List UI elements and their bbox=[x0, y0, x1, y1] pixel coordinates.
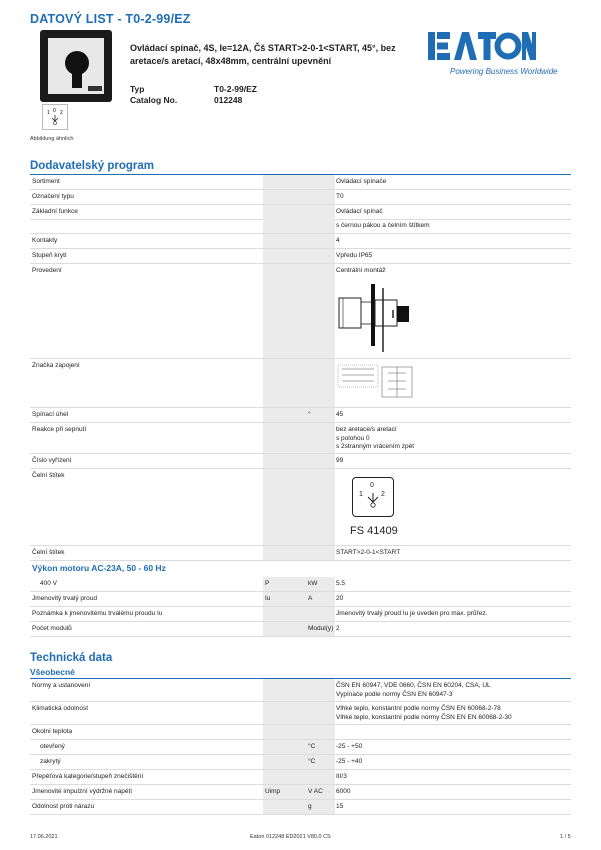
logo-tagline: Powering Business Worldwide bbox=[450, 67, 558, 76]
table-row: Spínací úhel ° 45 bbox=[30, 408, 571, 423]
table-row: Jmenovitý trvalý proud Iu A 20 bbox=[30, 592, 571, 607]
table-row: Sortiment Ovládací spínače bbox=[30, 175, 571, 190]
table-row: Základní funkce Ovládací spínač bbox=[30, 205, 571, 220]
section-title-technical: Technická data bbox=[30, 652, 113, 664]
table-row: Značka zapojení bbox=[30, 359, 571, 408]
table-row: Označení typu T0 bbox=[30, 190, 571, 205]
footer-date: 17.06.2021 bbox=[30, 834, 58, 840]
table-row: Číslo vyřízení 99 bbox=[30, 454, 571, 469]
selector-arrow-icon bbox=[365, 492, 381, 510]
svg-text:2: 2 bbox=[60, 110, 63, 116]
eaton-logo bbox=[428, 30, 536, 62]
document-title: DATOVÝ LIST - T0-2-99/EZ bbox=[30, 12, 191, 26]
type-label: Typ bbox=[130, 84, 145, 94]
table-row: Jmenovité impulzní výdržné napětí Uimp V AC 6000 bbox=[30, 785, 571, 800]
table-row: Provedení Centrální montáž bbox=[30, 264, 571, 359]
table-row: otevřený °C -25 - +50 bbox=[30, 740, 571, 755]
product-description: Ovládací spínač, 4S, Ie=12A, Čš START>2-0-1<START, 45°, bez aretace/s aretací, 48x48mm, centrální upevnění bbox=[130, 43, 396, 66]
table-row: Přepěťová kategorie/stupeň znečištění III/3 bbox=[30, 770, 571, 785]
table-row: Normy a ustanovení ČSN EN 60947, VDE 0660, ČSN EN 60204, CSA, UL Vypínače podle normy ČSN EN 60947-3 bbox=[30, 679, 571, 702]
image-caption: Abbildung ähnlich bbox=[30, 136, 74, 142]
product-image bbox=[40, 30, 112, 102]
subhead-general: Všeobecné bbox=[30, 667, 75, 677]
table-row: Stupeň krytí Vpředu IP65 bbox=[30, 249, 571, 264]
table-row: 400 V P kW 5.5 bbox=[30, 577, 571, 592]
subhead-motor: Výkon motoru AC-23A, 50 - 60 Hz bbox=[32, 563, 166, 573]
type-value: T0-2-99/EZ bbox=[214, 84, 257, 94]
table-row: Poznámka k jmenovitému trvalému proudu Iu Jmenovitý trvalý proud Iu je uveden pro max. průřez. bbox=[30, 607, 571, 622]
table-row: zakrytý °C -25 - +40 bbox=[30, 755, 571, 770]
section-title-supplier: Dodavatelský program bbox=[30, 160, 154, 172]
table-row: s černou pákou a čelním štítkem bbox=[30, 219, 571, 234]
mounting-drawing bbox=[335, 280, 415, 352]
catalog-label: Catalog No. bbox=[130, 95, 178, 105]
svg-text:0: 0 bbox=[53, 108, 56, 114]
faceplate-drawing: 1 0 2 FS 41409 bbox=[350, 477, 440, 545]
circuit-thumbnail bbox=[42, 104, 68, 130]
catalog-value: 012248 bbox=[214, 95, 243, 105]
table-row: Klimatická odolnost Vlhké teplo, konstantní podle normy ČSN EN 60068-2-78 Vlhké teplo, konstantní podle normy ČSN EN EN 60068-2-30 bbox=[30, 702, 571, 725]
table-row: Čelní štítek 1 0 2 FS 41409 bbox=[30, 469, 571, 546]
table-row: Okolní teplota bbox=[30, 725, 571, 740]
footer-page-number: 1 / 5 bbox=[560, 834, 571, 840]
table-row: Počet modulů Modul(y) 2 bbox=[30, 622, 571, 637]
footer-doc-id: Eaton 012248 ED2021 V80.0 CS bbox=[250, 834, 331, 840]
table-row: Reakce při sepnutí bez aretace/s aretací s polohou 0 s 2stranným vrácením zpět bbox=[30, 423, 571, 454]
wiring-diagram bbox=[336, 363, 416, 403]
table-row: Odolnost proti nárazu g 15 bbox=[30, 800, 571, 815]
table-row: Kontakty 4 bbox=[30, 234, 571, 249]
svg-text:1: 1 bbox=[47, 110, 50, 116]
table-row: Čelní štítek START>2-0-1<START bbox=[30, 546, 571, 561]
